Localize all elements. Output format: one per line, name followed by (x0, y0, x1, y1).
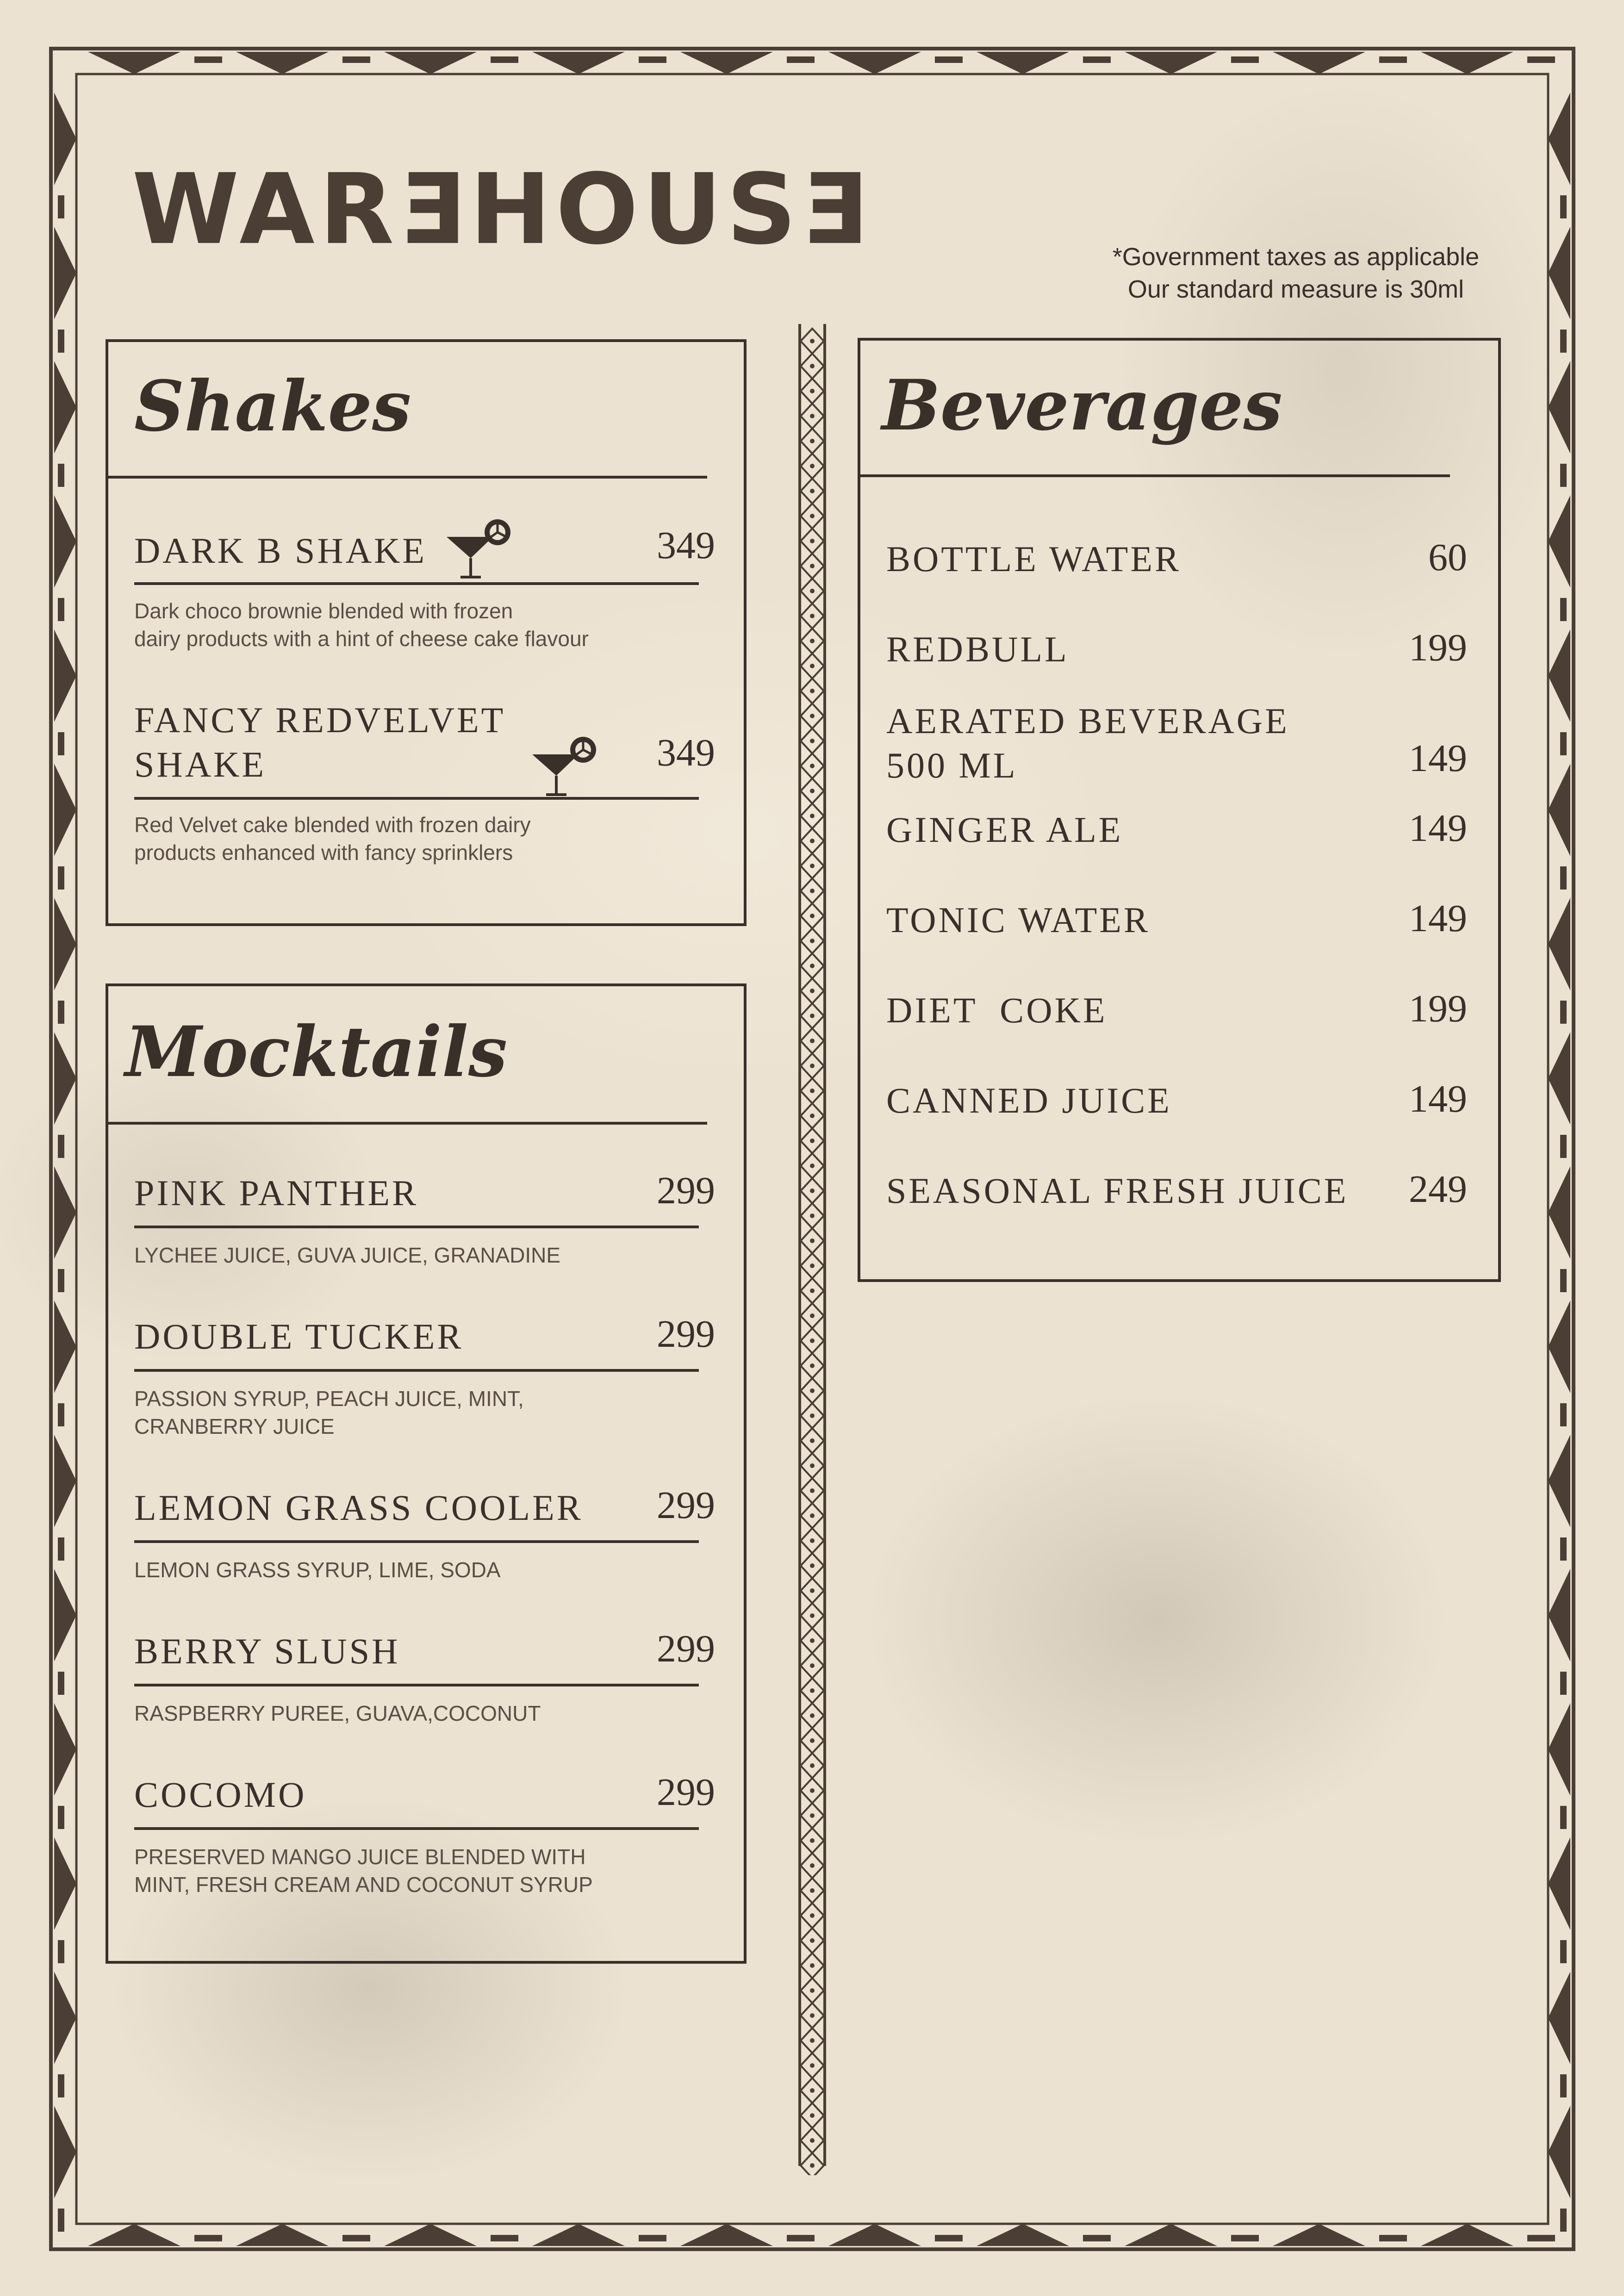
menu-item-name: COCOMO (134, 1774, 307, 1815)
menu-item-description (134, 1843, 593, 1898)
description-line: PASSION SYRUP, PEACH JUICE, MINT, (134, 1387, 524, 1411)
menu-item-name: DOUBLE TUCKER (134, 1316, 464, 1356)
description-line: products enhanced with fancy sprinklers (134, 840, 513, 865)
beverage-item-name: REDBULL (886, 629, 1069, 669)
beverages-title: Beverages (882, 365, 1282, 446)
menu-item-name: PINK PANTHER (134, 1173, 419, 1213)
description-line: Dark choco brownie blended with frozen (134, 599, 513, 623)
menu-item-price: 299 (657, 1169, 715, 1212)
name-line: SHAKE (134, 744, 267, 784)
description-line: LEMON GRASS SYRUP, LIME, SODA (134, 1558, 501, 1582)
cocktail-glass-icon (442, 518, 521, 583)
description-line: dairy products with a hint of cheese cake flavour (134, 627, 589, 651)
menu-notes (1064, 241, 1527, 305)
description-line: CRANBERRY JUICE (134, 1414, 335, 1438)
measure-note: Our standard measure is 30ml (1127, 275, 1464, 303)
beverage-item-price: 149 (1409, 807, 1467, 850)
menu-item-name (134, 698, 505, 787)
menu-item-rule (134, 582, 699, 585)
description-line: Red Velvet cake blended with frozen dairy (134, 813, 531, 837)
menu-item-description (134, 597, 589, 653)
menu-item-rule (134, 1540, 699, 1543)
beverage-item-name: SEASONAL FRESH JUICE (886, 1170, 1349, 1211)
menu-item-price: 299 (657, 1313, 715, 1356)
menu-item-rule (134, 797, 699, 800)
description-line: PRESERVED MANGO JUICE BLENDED WITH (134, 1845, 586, 1869)
beverage-item-name: TONIC WATER (886, 900, 1150, 940)
menu-item-price: 349 (657, 731, 715, 774)
decorative-divider (796, 324, 828, 2175)
menu-item-description (134, 1556, 501, 1584)
beverage-item-price: 249 (1409, 1168, 1467, 1211)
beverage-item-price: 149 (1409, 737, 1467, 780)
menu-item-description (134, 1385, 524, 1440)
beverage-item-price: 149 (1409, 1077, 1467, 1120)
description-line: MINT, FRESH CREAM AND COCONUT SYRUP (134, 1873, 593, 1897)
cocktail-glass-icon (528, 736, 606, 801)
menu-item-rule (134, 1827, 699, 1830)
shakes-title-rule (106, 476, 707, 479)
menu-item-rule (134, 1684, 699, 1686)
menu-item-name: BERRY SLUSH (134, 1631, 400, 1671)
name-line: FANCY REDVELVET (134, 700, 506, 740)
beverages-title-rule (858, 474, 1450, 477)
beverage-item-name: GINGER ALE (886, 809, 1123, 850)
menu-item-rule (134, 1369, 699, 1372)
brand-logo: WARƎHOUSƎ (132, 153, 872, 266)
menu-item-price: 299 (657, 1484, 715, 1527)
name-line: AERATED BEVERAGE (886, 701, 1289, 741)
mocktails-title: Mocktails (125, 1011, 508, 1093)
menu-item-price: 299 (657, 1771, 715, 1814)
menu-item-name: DARK B SHAKE (134, 530, 427, 571)
beverage-item-name: BOTTLE WATER (886, 539, 1182, 579)
name-line: 500 ML (886, 745, 1018, 785)
menu-item-rule (134, 1226, 699, 1228)
beverage-item-price: 199 (1409, 626, 1467, 669)
beverage-item-price: 149 (1409, 897, 1467, 940)
description-line: LYCHEE JUICE, GUVA JUICE, GRANADINE (134, 1243, 561, 1267)
beverage-item-price: 60 (1428, 536, 1467, 579)
beverage-item-price: 199 (1409, 987, 1467, 1030)
tax-note: *Government taxes as applicable (1112, 243, 1480, 271)
menu-item-name: LEMON GRASS COOLER (134, 1487, 583, 1528)
beverage-item-name (886, 699, 1289, 788)
beverage-item-name: DIET COKE (886, 990, 1108, 1030)
menu-item-description (134, 1241, 560, 1269)
mocktails-title-rule (106, 1122, 707, 1125)
beverage-item-name: CANNED JUICE (886, 1080, 1172, 1120)
menu-item-price: 349 (657, 524, 715, 567)
menu-item-description (134, 811, 531, 866)
shakes-title: Shakes (134, 366, 411, 447)
description-line: RASPBERRY PUREE, GUAVA,COCONUT (134, 1701, 541, 1725)
menu-item-description (134, 1699, 541, 1727)
menu-item-price: 299 (657, 1627, 715, 1670)
